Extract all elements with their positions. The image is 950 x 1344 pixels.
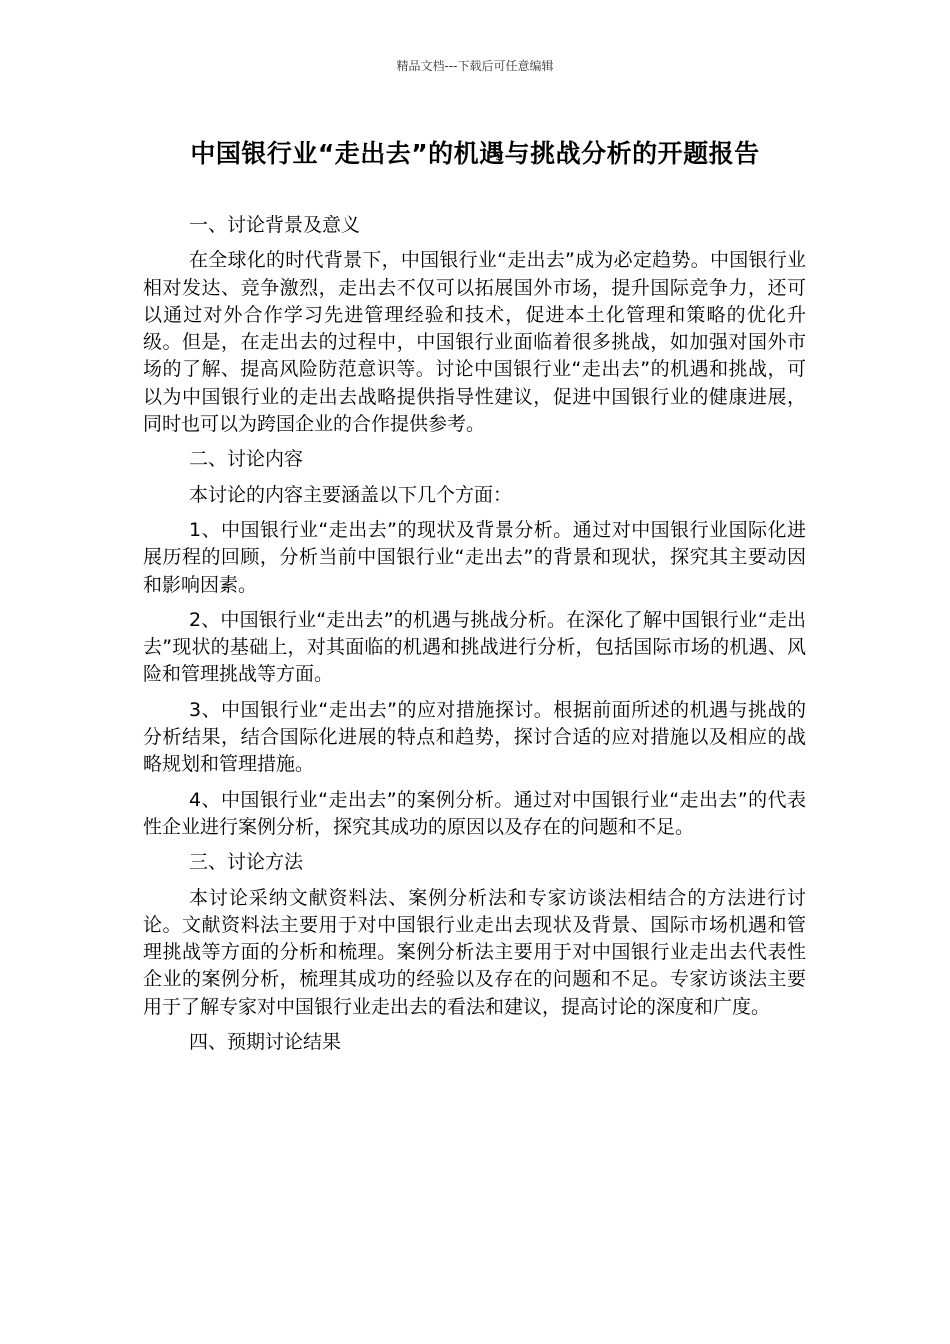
paragraph-content-item-4: 4、中国银行业“走出去”的案例分析。通过对中国银行业“走出去”的代表性企业进行案例分析，探究其成功的原因以及存在的问题和不足。	[143, 788, 806, 838]
paragraph-content-intro: 本讨论的内容主要涵盖以下几个方面：	[189, 483, 513, 506]
paragraph-method: 本讨论采纳文献资料法、案例分析法和专家访谈法相结合的方法进行讨论。文献资料法主要用于对中国银行业走出去现状及背景、国际市场机遇和管理挑战等方面的分析和梳理。案例分析法主要用于对中国银行业走出去代表性企业的案例分析，梳理其成功的经验以及存在的问题和不足。专家访谈法主要用于了解专家对中国银行业走出去的看法和建议，提高讨论的深度和广度。	[143, 886, 806, 1018]
paragraph-content-item-1: 1、中国银行业“走出去”的现状及背景分析。通过对中国银行业国际化进展历程的回顾，分析当前中国银行业“走出去”的背景和现状，探究其主要动因和影响因素。	[143, 518, 806, 596]
section-heading-content: 二、讨论内容	[189, 448, 304, 471]
section-heading-expected-results: 四、预期讨论结果	[189, 1031, 342, 1054]
header-note: 精品文档---下载后可任意编辑	[396, 59, 554, 73]
paragraph-content-item-2: 2、中国银行业“走出去”的机遇与挑战分析。在深化了解中国银行业“走出去”现状的基础上，对其面临的机遇和挑战进行分析，包括国际市场的机遇、风险和管理挑战等方面。	[143, 608, 806, 686]
section-heading-background: 一、讨论背景及意义	[189, 214, 361, 236]
document-title: 中国银行业“走出去”的机遇与挑战分析的开题报告	[190, 139, 760, 168]
paragraph-background: 在全球化的时代背景下，中国银行业“走出去”成为必定趋势。中国银行业相对发达、竞争激烈，走出去不仅可以拓展国外市场，提升国际竞争力，还可以通过对外合作学习先进管理经验和技术，促进本土化管理和策略的优化升级。但是，在走出去的过程中，中国银行业面临着很多挑战，如加强对国外市场的了解、提高风险防范意识等。讨论中国银行业“走出去”的机遇和挑战，可以为中国银行业的走出去战略提供指导性建议，促进中国银行业的健康进展，同时也可以为跨国企业的合作提供参考。	[143, 249, 806, 436]
section-heading-method: 三、讨论方法	[189, 851, 304, 874]
document-body	[143, 212, 806, 1064]
paragraph-content-item-3: 3、中国银行业“走出去”的应对措施探讨。根据前面所述的机遇与挑战的分析结果，结合国际化进展的特点和趋势，探讨合适的应对措施以及相应的战略规划和管理措施。	[143, 698, 806, 776]
